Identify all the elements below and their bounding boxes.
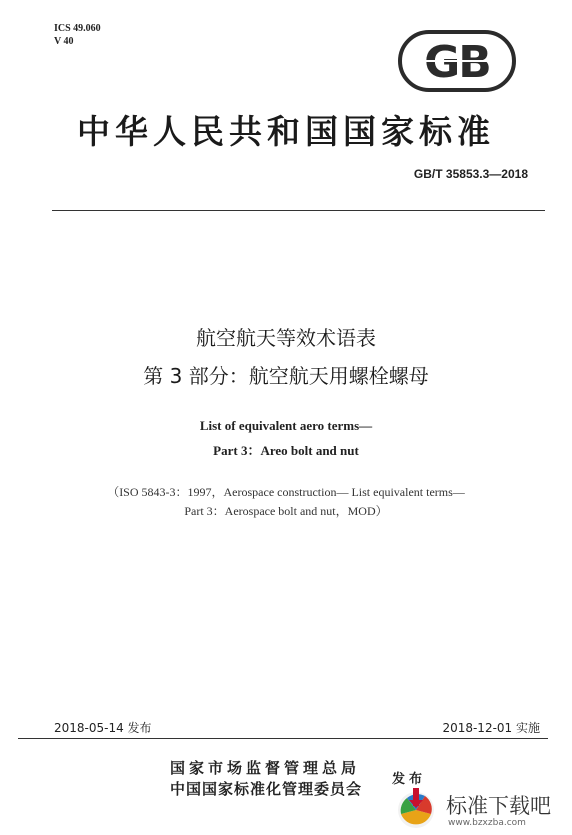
classification-codes — [54, 22, 101, 48]
cn-title-line1: 航空航天等效术语表 — [196, 326, 376, 350]
iso-reference-line2: Part 3：Aerospace bolt and nut，MOD） — [184, 504, 388, 518]
watermark-text: 标准下载吧 — [446, 794, 551, 818]
standard-number: GB/T 35853.3—2018 — [413, 167, 528, 181]
cn-title-line2: 第 3 部分：航空航天用螺栓螺母 — [143, 364, 429, 388]
en-title-line1: List of equivalent aero terms— — [199, 418, 373, 433]
iso-reference-line1: （ISO 5843-3：1997，Aerospace construction— List equivalent terms— — [107, 485, 465, 499]
standard-title: 中华人民共和国国家标准 — [77, 112, 495, 151]
issuer-line1: 国家市场监督管理总局 — [170, 759, 361, 777]
ics-code: ICS 49.060 — [54, 23, 101, 34]
issuer-line2: 中国国家标准化管理委员会 — [170, 780, 363, 798]
svg-text:GB: GB — [424, 37, 490, 88]
en-title-line2: Part 3：Areo bolt and nut — [213, 443, 359, 458]
implement-date: 2018-12-01 实施 — [442, 721, 540, 735]
header-divider — [52, 210, 545, 211]
ccs-code: V 40 — [54, 36, 74, 47]
gb-logo — [398, 30, 516, 92]
watermark-icon — [393, 784, 439, 830]
footer-divider — [18, 738, 548, 739]
publish-date: 2018-05-14 发布 — [54, 721, 152, 735]
watermark-url: www.bzxzba.com — [448, 818, 526, 828]
issue-label: 发布 — [392, 772, 427, 787]
